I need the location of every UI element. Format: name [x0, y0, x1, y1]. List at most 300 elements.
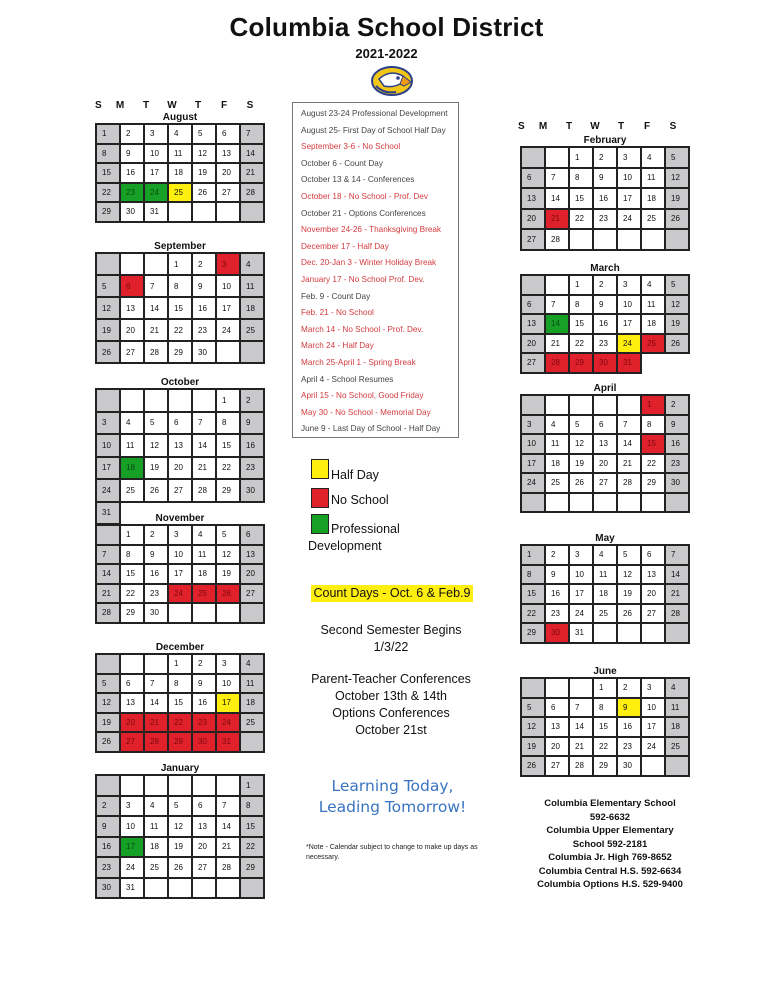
month-grid	[520, 544, 690, 644]
calendar-day: 1	[241, 776, 265, 797]
calendar-empty-cell	[121, 390, 145, 413]
day-header: W	[167, 100, 177, 111]
calendar-day: 28	[145, 733, 169, 753]
calendar-empty-cell	[241, 203, 265, 223]
calendar-day: 7	[546, 169, 570, 190]
calendar-day: 20	[169, 458, 193, 481]
calendar-day: 26	[570, 474, 594, 494]
calendar-day: 12	[666, 169, 690, 190]
calendar-day: 5	[193, 125, 217, 145]
calendar-day: 8	[169, 675, 193, 695]
district-motto	[305, 776, 480, 818]
calendar-day: 9	[193, 276, 217, 298]
calendar-empty-cell	[145, 655, 169, 675]
calendar-empty-cell	[546, 148, 570, 169]
calendar-empty-cell	[193, 776, 217, 797]
calendar-day: 31	[121, 879, 145, 900]
calendar-day: 28	[666, 605, 690, 625]
calendar-day: 1	[97, 125, 121, 145]
calendar-day: 10	[145, 145, 169, 165]
calendar-day: 22	[570, 210, 594, 231]
calendar-empty-cell	[97, 390, 121, 413]
calendar-day: 28	[570, 757, 594, 777]
calendar-day: 14	[666, 566, 690, 586]
calendar-day: 18	[169, 164, 193, 184]
calendar-day: 27	[217, 184, 241, 204]
calendar-day: 10	[618, 296, 642, 316]
month-name: March	[590, 263, 620, 274]
calendar-day: 19	[97, 320, 121, 342]
calendar-day: 24	[217, 714, 241, 734]
calendar-empty-cell	[594, 494, 618, 514]
calendar-day: 22	[594, 738, 618, 758]
event-item: October 6 - Count Day	[301, 158, 383, 168]
calendar-empty-cell	[642, 624, 666, 644]
calendar-day: 7	[241, 125, 265, 145]
calendar-day: 16	[594, 189, 618, 210]
calendar-empty-cell	[169, 604, 193, 624]
calendar-day: 4	[666, 679, 690, 699]
calendar-day: 1	[217, 390, 241, 413]
calendar-day: 27	[522, 354, 546, 374]
event-item: October 13 & 14 - Conferences	[301, 175, 415, 185]
day-header-row-right	[518, 121, 686, 132]
calendar-day: 17	[121, 838, 145, 859]
calendar-day: 20	[546, 738, 570, 758]
day-header: T	[617, 121, 625, 132]
calendar-day: 26	[97, 733, 121, 753]
calendar-day: 15	[570, 189, 594, 210]
contact-line: Columbia Jr. High 769-8652	[548, 852, 672, 863]
calendar-day: 7	[570, 699, 594, 719]
calendar-day: 30	[241, 480, 265, 503]
calendar-day: 25	[193, 585, 217, 605]
calendar-day: 22	[97, 184, 121, 204]
calendar-day: 20	[121, 714, 145, 734]
calendar-day: 6	[121, 675, 145, 695]
calendar-day: 4	[642, 148, 666, 169]
day-header: T	[142, 100, 150, 111]
month-november	[95, 513, 265, 624]
calendar-day: 13	[522, 315, 546, 335]
calendar-day: 18	[666, 718, 690, 738]
calendar-day: 16	[666, 435, 690, 455]
calendar-empty-cell	[193, 203, 217, 223]
calendar-day: 10	[570, 566, 594, 586]
calendar-day: 15	[642, 435, 666, 455]
calendar-day: 3	[618, 148, 642, 169]
month-name: August	[162, 112, 198, 123]
month-name: April	[593, 383, 617, 394]
calendar-empty-cell	[666, 757, 690, 777]
calendar-day: 2	[145, 526, 169, 546]
calendar-day: 24	[145, 184, 169, 204]
calendar-day: 28	[193, 480, 217, 503]
calendar-day: 26	[666, 335, 690, 355]
contact-line: School 592-2181	[572, 838, 648, 850]
calendar-day: 30	[145, 604, 169, 624]
calendar-day: 25	[241, 714, 265, 734]
calendar-day: 12	[145, 435, 169, 458]
calendar-day: 18	[121, 458, 145, 481]
event-item: January 17 - No School Prof. Dev.	[301, 274, 425, 284]
calendar-day: 3	[121, 797, 145, 818]
calendar-day: 15	[169, 694, 193, 714]
calendar-day: 6	[193, 797, 217, 818]
event-item: September 3-6 - No School	[301, 142, 401, 152]
calendar-empty-cell	[666, 494, 690, 514]
day-header: S	[669, 121, 677, 132]
calendar-day: 28	[145, 342, 169, 364]
calendar-empty-cell	[241, 879, 265, 900]
calendar-day: 1	[169, 254, 193, 276]
calendar-day: 27	[522, 230, 546, 251]
calendar-day: 1	[522, 546, 546, 566]
calendar-day: 23	[666, 455, 690, 475]
calendar-day: 10	[97, 435, 121, 458]
calendar-empty-cell	[217, 203, 241, 223]
calendar-day: 14	[241, 145, 265, 165]
event-item: Feb. 9 - Count Day	[301, 291, 371, 301]
calendar-day: 25	[666, 738, 690, 758]
calendar-day: 17	[618, 189, 642, 210]
calendar-empty-cell	[217, 879, 241, 900]
calendar-day: 12	[666, 296, 690, 316]
calendar-empty-cell	[145, 879, 169, 900]
calendar-day: 2	[193, 254, 217, 276]
calendar-day: 6	[522, 296, 546, 316]
calendar-empty-cell	[217, 342, 241, 364]
calendar-day: 8	[522, 566, 546, 586]
calendar-day: 20	[121, 320, 145, 342]
calendar-empty-cell	[241, 733, 265, 753]
calendar-day: 23	[618, 738, 642, 758]
calendar-day: 11	[642, 296, 666, 316]
calendar-day: 19	[193, 164, 217, 184]
calendar-day: 5	[217, 526, 241, 546]
calendar-day: 8	[570, 296, 594, 316]
calendar-day: 29	[642, 474, 666, 494]
month-september	[95, 241, 265, 364]
month-name: January	[160, 763, 200, 774]
calendar-day: 12	[522, 718, 546, 738]
month-grid	[520, 677, 690, 777]
calendar-empty-cell	[594, 396, 618, 416]
calendar-empty-cell	[121, 655, 145, 675]
month-december	[95, 642, 265, 753]
calendar-day: 29	[121, 604, 145, 624]
calendar-day: 12	[570, 435, 594, 455]
calendar-day: 26	[217, 585, 241, 605]
calendar-day: 16	[241, 435, 265, 458]
calendar-day: 18	[642, 189, 666, 210]
calendar-day: 3	[570, 546, 594, 566]
calendar-day: 16	[546, 585, 570, 605]
calendar-day: 9	[666, 416, 690, 436]
conferences-line3: Options Conferences	[332, 706, 450, 720]
calendar-day: 24	[618, 210, 642, 231]
calendar-day: 10	[217, 675, 241, 695]
event-item: March 14 - No School - Prof. Dev.	[301, 324, 424, 334]
calendar-day: 14	[546, 189, 570, 210]
calendar-day: 31	[570, 624, 594, 644]
calendar-day: 31	[618, 354, 642, 374]
calendar-day: 10	[121, 817, 145, 838]
calendar-day: 11	[594, 566, 618, 586]
calendar-day: 1	[570, 276, 594, 296]
calendar-day: 13	[121, 298, 145, 320]
calendar-day: 12	[193, 145, 217, 165]
calendar-day: 4	[193, 526, 217, 546]
calendar-empty-cell	[570, 679, 594, 699]
calendar-day: 3	[217, 655, 241, 675]
calendar-day: 28	[97, 604, 121, 624]
calendar-day: 9	[121, 145, 145, 165]
calendar-day: 19	[570, 455, 594, 475]
calendar-day: 12	[97, 694, 121, 714]
calendar-day: 20	[241, 565, 265, 585]
calendar-day: 4	[145, 797, 169, 818]
event-item: October 18 - No School - Prof. Dev	[301, 191, 428, 201]
calendar-day: 8	[642, 416, 666, 436]
calendar-day: 13	[169, 435, 193, 458]
calendar-day: 5	[618, 546, 642, 566]
calendar-day: 25	[546, 474, 570, 494]
event-item: August 23-24 Professional Development	[301, 109, 448, 118]
month-name: September	[154, 241, 206, 252]
calendar-day: 21	[241, 164, 265, 184]
calendar-day: 27	[121, 733, 145, 753]
calendar-day: 24	[217, 320, 241, 342]
calendar-empty-cell	[97, 655, 121, 675]
calendar-day: 24	[169, 585, 193, 605]
conferences-note	[296, 671, 486, 739]
calendar-day: 30	[594, 354, 618, 374]
calendar-day: 18	[594, 585, 618, 605]
calendar-day: 27	[546, 757, 570, 777]
calendar-empty-cell	[570, 230, 594, 251]
calendar-day: 23	[193, 320, 217, 342]
calendar-day: 31	[145, 203, 169, 223]
calendar-day: 14	[546, 315, 570, 335]
calendar-day: 7	[193, 413, 217, 436]
calendar-day: 8	[97, 145, 121, 165]
calendar-day: 1	[594, 679, 618, 699]
calendar-day: 13	[522, 189, 546, 210]
calendar-day: 15	[217, 435, 241, 458]
event-item: June 9 - Last Day of School - Half Day	[301, 424, 441, 434]
month-grid	[95, 653, 265, 753]
calendar-day: 28	[546, 230, 570, 251]
calendar-day: 27	[169, 480, 193, 503]
calendar-day: 21	[570, 738, 594, 758]
calendar-day: 16	[618, 718, 642, 738]
school-year: 2021-2022	[355, 46, 418, 61]
calendar-empty-cell	[241, 342, 265, 364]
contact-line: Columbia Elementary School	[544, 798, 676, 809]
month-grid	[95, 388, 265, 525]
calendar-day: 11	[169, 145, 193, 165]
calendar-day: 14	[217, 817, 241, 838]
calendar-day: 2	[121, 125, 145, 145]
count-days-banner: Count Days - Oct. 6 & Feb.9	[311, 585, 473, 602]
calendar-day: 17	[145, 164, 169, 184]
month-grid	[520, 146, 690, 251]
month-grid	[95, 252, 265, 364]
month-grid	[520, 394, 690, 513]
day-header: S	[95, 100, 102, 111]
calendar-day: 22	[642, 455, 666, 475]
calendar-empty-cell	[522, 494, 546, 514]
calendar-day: 5	[666, 276, 690, 296]
month-august	[95, 112, 265, 223]
month-march	[520, 263, 690, 374]
calendar-day: 3	[145, 125, 169, 145]
day-header: M	[115, 100, 125, 111]
month-grid	[520, 274, 690, 374]
calendar-day: 14	[145, 694, 169, 714]
calendar-day: 3	[97, 413, 121, 436]
month-name: October	[160, 377, 200, 388]
calendar-day: 15	[522, 585, 546, 605]
calendar-day: 25	[594, 605, 618, 625]
calendar-day: 10	[522, 435, 546, 455]
calendar-day: 24	[642, 738, 666, 758]
eagle-mascot-icon	[370, 64, 414, 98]
month-grid	[95, 123, 265, 223]
calendar-empty-cell	[546, 276, 570, 296]
contact-line: Columbia Upper Elementary	[546, 825, 674, 836]
day-header-row-left	[95, 100, 263, 111]
calendar-day: 15	[169, 298, 193, 320]
calendar-day: 19	[522, 738, 546, 758]
conferences-line2: October 13th & 14th	[335, 689, 447, 703]
calendar-day: 25	[169, 184, 193, 204]
calendar-day: 10	[642, 699, 666, 719]
calendar-day: 3	[169, 526, 193, 546]
calendar-empty-cell	[145, 254, 169, 276]
calendar-day: 6	[169, 413, 193, 436]
day-header: F	[220, 100, 228, 111]
calendar-day: 23	[594, 210, 618, 231]
calendar-day: 19	[217, 565, 241, 585]
month-january	[95, 763, 265, 899]
month-may	[520, 533, 690, 644]
calendar-day: 14	[97, 565, 121, 585]
calendar-day: 2	[241, 390, 265, 413]
calendar-day: 17	[618, 315, 642, 335]
calendar-day: 2	[594, 276, 618, 296]
event-item: April 4 - School Resumes	[301, 374, 394, 384]
calendar-day: 8	[217, 413, 241, 436]
calendar-day: 24	[570, 605, 594, 625]
calendar-day: 20	[522, 210, 546, 231]
calendar-empty-cell	[193, 390, 217, 413]
contact-line: Columbia Central H.S. 592-6634	[538, 865, 682, 877]
calendar-empty-cell	[570, 396, 594, 416]
calendar-day: 15	[594, 718, 618, 738]
calendar-day: 2	[618, 679, 642, 699]
month-name: May	[595, 533, 615, 544]
calendar-day: 22	[241, 838, 265, 859]
contact-line: 592-6632	[589, 811, 631, 823]
month-name: February	[583, 135, 627, 146]
calendar-day: 21	[546, 335, 570, 355]
calendar-day: 10	[217, 276, 241, 298]
calendar-day: 23	[546, 605, 570, 625]
calendar-day: 11	[145, 817, 169, 838]
calendar-day: 22	[169, 714, 193, 734]
calendar-day: 9	[594, 169, 618, 190]
calendar-day: 30	[546, 624, 570, 644]
calendar-day: 5	[570, 416, 594, 436]
yellow-swatch-icon	[311, 459, 329, 479]
calendar-empty-cell	[618, 494, 642, 514]
calendar-empty-cell	[193, 604, 217, 624]
calendar-day: 7	[618, 416, 642, 436]
motto-line1: Learning Today,	[331, 777, 454, 795]
month-june	[520, 666, 690, 777]
calendar-day: 18	[642, 315, 666, 335]
calendar-day: 15	[121, 565, 145, 585]
calendar-day: 13	[642, 566, 666, 586]
calendar-day: 25	[642, 335, 666, 355]
calendar-day: 11	[241, 675, 265, 695]
calendar-day: 5	[97, 276, 121, 298]
calendar-day: 28	[217, 858, 241, 879]
conferences-line1: Parent-Teacher Conferences	[311, 672, 471, 686]
calendar-empty-cell	[217, 776, 241, 797]
page-title: Columbia School District	[229, 12, 544, 42]
calendar-day: 29	[594, 757, 618, 777]
calendar-empty-cell	[522, 396, 546, 416]
calendar-empty-cell	[642, 494, 666, 514]
calendar-day: 16	[121, 164, 145, 184]
second-semester-line1: Second Semester Begins	[320, 623, 462, 637]
calendar-empty-cell	[193, 879, 217, 900]
calendar-day: 9	[546, 566, 570, 586]
calendar-day: 17	[169, 565, 193, 585]
calendar-day: 19	[145, 458, 169, 481]
calendar-day: 27	[594, 474, 618, 494]
event-item: March 24 - Half Day	[301, 341, 374, 351]
calendar-empty-cell	[145, 776, 169, 797]
calendar-day: 9	[97, 817, 121, 838]
calendar-day: 2	[193, 655, 217, 675]
event-item: December 17 - Half Day	[301, 241, 389, 251]
month-name: June	[593, 666, 617, 677]
calendar-day: 20	[642, 585, 666, 605]
calendar-day: 13	[594, 435, 618, 455]
calendar-day: 29	[241, 858, 265, 879]
calendar-day: 12	[217, 546, 241, 566]
calendar-day: 21	[193, 458, 217, 481]
month-grid	[95, 774, 265, 899]
calendar-day: 16	[145, 565, 169, 585]
event-item: Dec. 20-Jan 3 - Winter Holiday Break	[301, 258, 437, 268]
calendar-empty-cell	[217, 604, 241, 624]
calendar-day: 13	[241, 546, 265, 566]
calendar-day: 18	[546, 455, 570, 475]
calendar-day: 25	[241, 320, 265, 342]
calendar-day: 24	[522, 474, 546, 494]
calendar-day: 21	[546, 210, 570, 231]
calendar-day: 17	[522, 455, 546, 475]
calendar-day: 29	[522, 624, 546, 644]
calendar-day: 17	[217, 694, 241, 714]
calendar-day: 30	[193, 342, 217, 364]
calendar-day: 9	[594, 296, 618, 316]
